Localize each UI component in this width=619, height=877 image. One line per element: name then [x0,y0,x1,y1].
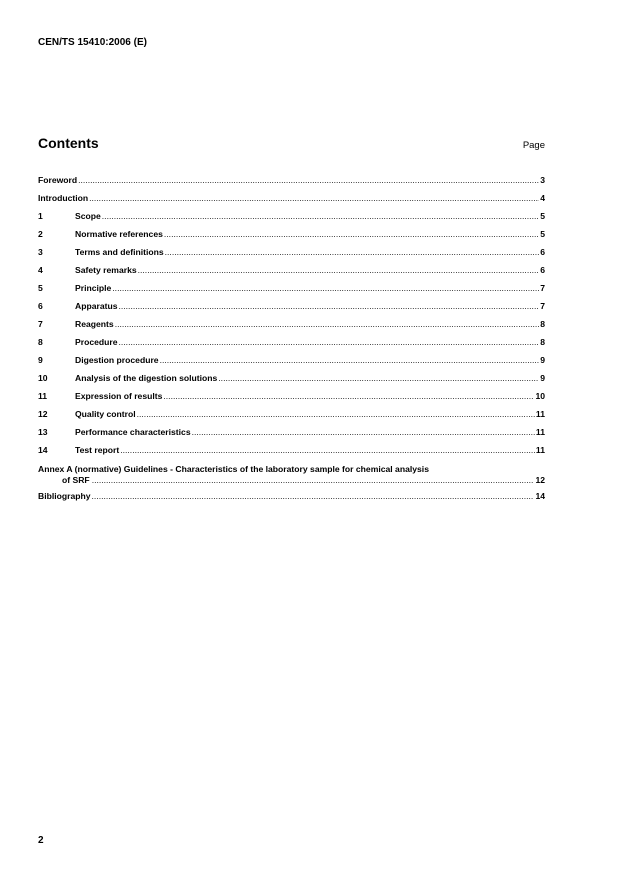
toc-entry-title: Bibliography [38,491,91,501]
dot-leader [119,337,540,347]
toc-entry-title: Normative references [75,229,163,239]
toc-entry-title: Reagents [75,319,114,329]
toc-entry-title: Terms and definitions [75,247,164,257]
dot-leader [165,247,540,257]
toc-entry-number: 2 [38,229,43,239]
dot-leader [102,211,539,221]
toc-entry-page: 7 [540,301,545,311]
toc-entry-number: 12 [38,409,48,419]
toc-entry-title: Digestion procedure [75,355,159,365]
toc-entry-safety-remarks[interactable] [38,265,545,283]
toc-annex-title-line1: Annex A (normative) Guidelines - Characteristics of the laboratory sample for chemical analysis [38,464,429,474]
toc-entry-title: Test report [75,445,120,455]
toc-entry-title: Scope [75,211,101,221]
toc-entry-scope[interactable] [38,211,545,229]
toc-entry-title: Analysis of the digestion solutions [75,373,218,383]
toc-entry-number: 9 [38,355,43,365]
toc-entry-page: 8 [540,337,545,347]
dot-leader [218,373,539,383]
toc-annex-title-line2: of SRF [62,475,90,485]
toc-entry-number: 7 [38,319,43,329]
dot-leader [112,283,539,293]
toc-entry-page: 6 [540,247,545,257]
toc-entry-normative-references[interactable] [38,229,545,247]
toc-entry-number: 1 [38,211,43,221]
dot-leader [137,409,535,419]
dot-leader [138,265,540,275]
toc-entry-page: 12 [535,475,545,485]
dot-leader [92,491,535,501]
dot-leader [192,427,535,437]
toc-entry-introduction[interactable] [38,193,545,211]
toc-entry-test-report[interactable] [38,445,545,463]
toc-entry-apparatus[interactable] [38,301,545,319]
contents-heading: Contents [38,135,99,151]
toc-entry-title: Performance characteristics [75,427,191,437]
toc-entry-page: 7 [540,283,545,293]
toc-entry-page: 5 [540,211,545,221]
dot-leader [160,355,540,365]
toc-entry-page: 3 [540,175,545,185]
toc-entry-performance-characteristics[interactable] [38,427,545,445]
toc-entry-page: 6 [540,265,545,275]
dot-leader [92,475,534,485]
toc-entry-page: 9 [540,373,545,383]
toc-entry-number: 11 [38,391,48,401]
toc-entry-page: 11 [535,445,545,455]
toc-entry-annex-a[interactable] [38,464,545,491]
toc-entry-page: 10 [535,391,545,401]
toc-entry-title: Introduction [38,193,89,203]
toc-entry-title: Procedure [75,337,118,347]
dot-leader [120,445,535,455]
toc-entry-number: 5 [38,283,43,293]
toc-entry-page: 11 [535,427,545,437]
toc-entry-title: Principle [75,283,112,293]
toc-entry-principle[interactable] [38,283,545,301]
toc-entry-page: 8 [540,319,545,329]
toc-entry-title: Expression of results [75,391,163,401]
toc-entry-number: 13 [38,427,48,437]
toc-entry-title: Foreword [38,175,78,185]
dot-leader [115,319,540,329]
toc-entry-reagents[interactable] [38,319,545,337]
dot-leader [163,391,534,401]
toc-entry-number: 6 [38,301,43,311]
toc-entry-number: 10 [38,373,48,383]
page-column-label: Page [522,140,545,151]
toc-entry-number: 4 [38,265,43,275]
document-id: CEN/TS 15410:2006 (E) [38,37,147,48]
toc-entry-title: Apparatus [75,301,118,311]
toc-entry-page: 14 [535,491,545,501]
toc-entry-foreword[interactable] [38,175,545,193]
dot-leader [89,193,539,203]
toc-entry-page: 4 [540,193,545,203]
toc-entry-number: 3 [38,247,43,257]
toc-entry-page: 11 [535,409,545,419]
toc-entry-number: 8 [38,337,43,347]
toc-entry-expression-of-results[interactable] [38,391,545,409]
table-of-contents [38,175,545,509]
dot-leader [164,229,539,239]
toc-entry-quality-control[interactable] [38,409,545,427]
toc-entry-title: Safety remarks [75,265,137,275]
toc-entry-terms-and-definitions[interactable] [38,247,545,265]
dot-leader [78,175,539,185]
toc-entry-title: Quality control [75,409,136,419]
dot-leader [119,301,540,311]
page-number: 2 [38,835,44,846]
toc-entry-page: 5 [540,229,545,239]
toc-entry-procedure[interactable] [38,337,545,355]
toc-entry-digestion-procedure[interactable] [38,355,545,373]
toc-entry-page: 9 [540,355,545,365]
toc-entry-number: 14 [38,445,48,455]
toc-entry-analysis-of-digestion-solutions[interactable] [38,373,545,391]
toc-entry-bibliography[interactable] [38,491,545,509]
